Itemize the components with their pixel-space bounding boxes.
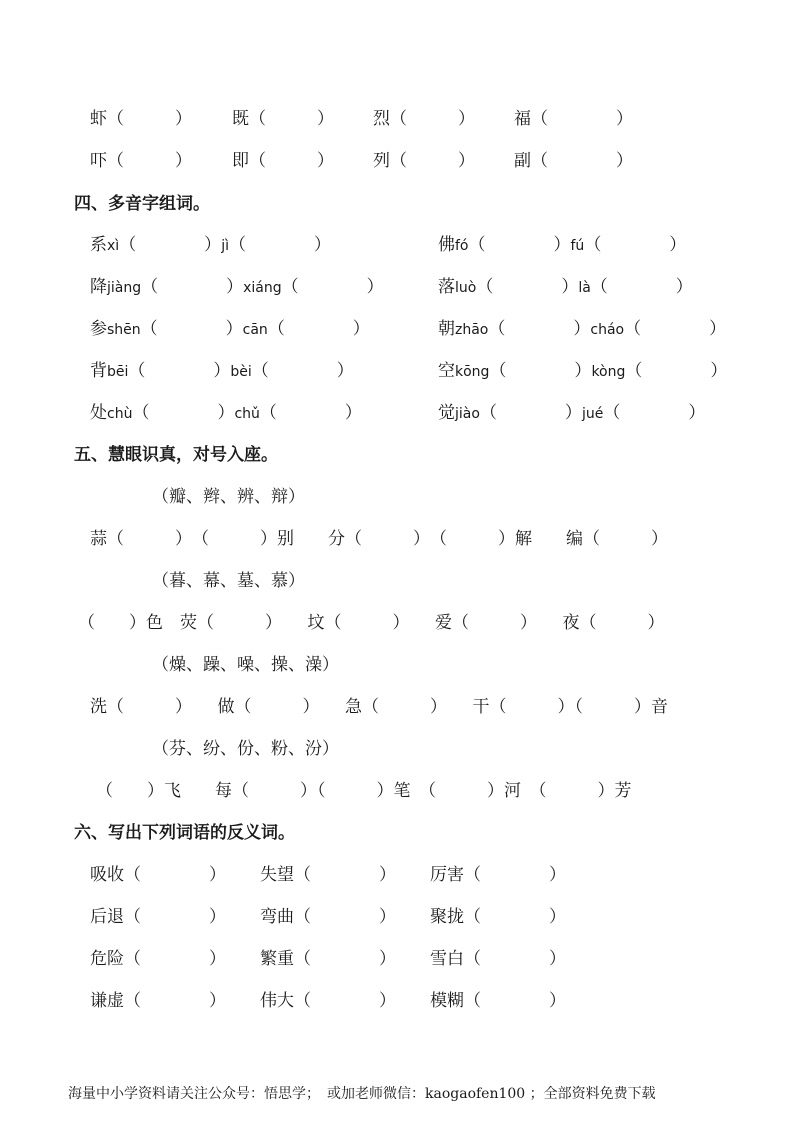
option-set: （燥、躁、噪、操、澡） xyxy=(152,655,339,675)
word-item: 烈（ ） xyxy=(373,109,475,129)
fill-line: 洗（ ） 做（ ） 急（ ） 干（ ）（ ）音 xyxy=(90,697,668,717)
pinyin: chǔ xyxy=(234,406,260,422)
answer-blank: （ ） xyxy=(489,361,592,381)
answer-blank: （ ） xyxy=(584,235,687,255)
polyphone-item xyxy=(90,234,331,257)
polyphone-char: 背 xyxy=(90,361,107,381)
polyphone-char: 空 xyxy=(438,361,455,381)
antonym-item: 失望（ ） xyxy=(260,865,396,885)
pinyin: jiào xyxy=(455,406,480,422)
word-item: 即（ ） xyxy=(232,151,334,171)
fill-line: （ ）色 荧（ ） 坟（ ） 爱（ ） 夜（ ） xyxy=(78,613,665,633)
polyphone-char: 参 xyxy=(90,319,107,339)
answer-blank: （ ） xyxy=(479,403,582,423)
answer-blank: （ ） xyxy=(468,235,571,255)
antonym-item: 后退（ ） xyxy=(90,907,226,927)
answer-blank: （ ） xyxy=(128,361,231,381)
word-item: 福（ ） xyxy=(514,109,633,129)
option-set: （瓣、辫、辨、辩） xyxy=(152,487,305,507)
polyphone-item xyxy=(438,234,686,257)
polyphone-char: 觉 xyxy=(438,403,455,423)
pinyin: luò xyxy=(455,280,477,296)
polyphone-char: 朝 xyxy=(438,319,455,339)
fill-line: （ ）飞 每（ ）（ ）笔 （ ）河 （ ）芳 xyxy=(96,781,632,801)
pinyin: fú xyxy=(570,238,585,254)
polyphone-item xyxy=(438,276,693,299)
antonym-item: 厉害（ ） xyxy=(430,865,566,885)
section-heading: 六、写出下列词语的反义词。 xyxy=(74,823,295,843)
option-set: （芬、纷、份、粉、汾） xyxy=(152,739,339,759)
answer-blank: （ ） xyxy=(624,319,727,339)
polyphone-item xyxy=(438,360,727,383)
answer-blank: （ ） xyxy=(141,277,244,297)
pinyin: fó xyxy=(455,238,469,254)
pinyin: jiàng xyxy=(107,280,142,296)
pinyin: bèi xyxy=(230,364,252,380)
polyphone-item xyxy=(90,276,384,299)
polyphone-char: 处 xyxy=(90,403,107,423)
polyphone-char: 落 xyxy=(438,277,455,297)
antonym-item: 弯曲（ ） xyxy=(260,907,396,927)
polyphone-item xyxy=(90,318,370,341)
antonym-item: 模糊（ ） xyxy=(430,991,566,1011)
pinyin: bēi xyxy=(107,364,129,380)
answer-blank: （ ） xyxy=(251,361,354,381)
answer-blank: （ ） xyxy=(488,319,591,339)
word-item: 虾（ ） xyxy=(90,109,192,129)
answer-blank: （ ） xyxy=(590,277,693,297)
antonym-item: 吸收（ ） xyxy=(90,865,226,885)
word-item: 副（ ） xyxy=(514,151,633,171)
antonym-item: 伟大（ ） xyxy=(260,991,396,1011)
antonym-item: 繁重（ ） xyxy=(260,949,396,969)
pinyin: xì xyxy=(107,238,120,254)
answer-blank: （ ） xyxy=(140,319,243,339)
answer-blank: （ ） xyxy=(259,403,362,423)
antonym-item: 危险（ ） xyxy=(90,949,226,969)
answer-blank: （ ） xyxy=(267,319,370,339)
word-item: 吓（ ） xyxy=(90,151,192,171)
pinyin: jué xyxy=(581,406,604,422)
polyphone-item xyxy=(90,360,354,383)
option-set: （暮、幕、墓、慕） xyxy=(152,571,305,591)
polyphone-item xyxy=(90,402,362,425)
section-heading: 四、多音字组词。 xyxy=(74,194,210,214)
section-heading: 五、慧眼识真，对号入座。 xyxy=(74,445,278,465)
footer-note: 海量中小学资料请关注公众号：悟思学； 或加老师微信：kaogaofen100 ；全部资料免费下载 xyxy=(68,1086,656,1102)
pinyin: shēn xyxy=(107,322,141,338)
pinyin: zhāo xyxy=(455,322,489,338)
polyphone-char: 降 xyxy=(90,277,107,297)
answer-blank: （ ） xyxy=(603,403,706,423)
answer-blank: （ ） xyxy=(281,277,384,297)
pinyin: chù xyxy=(107,406,133,422)
pinyin: kōng xyxy=(455,364,490,380)
answer-blank: （ ） xyxy=(132,403,235,423)
polyphone-char: 佛 xyxy=(438,235,455,255)
pinyin: cháo xyxy=(590,322,625,338)
pinyin: là xyxy=(578,280,591,296)
answer-blank: （ ） xyxy=(119,235,222,255)
fill-line: 蒜（ ） （ ）别 分（ ） （ ）解 编（ ） xyxy=(90,529,668,549)
pinyin: jì xyxy=(221,238,229,254)
antonym-item: 雪白（ ） xyxy=(430,949,566,969)
pinyin: cān xyxy=(242,322,268,338)
antonym-item: 谦虚（ ） xyxy=(90,991,226,1011)
answer-blank: （ ） xyxy=(625,361,728,381)
pinyin: xiáng xyxy=(243,280,282,296)
antonym-item: 聚拢（ ） xyxy=(430,907,566,927)
polyphone-item xyxy=(438,318,726,341)
polyphone-char: 系 xyxy=(90,235,107,255)
pinyin: kòng xyxy=(591,364,626,380)
answer-blank: （ ） xyxy=(228,235,331,255)
answer-blank: （ ） xyxy=(476,277,579,297)
word-item: 既（ ） xyxy=(232,109,334,129)
word-item: 列（ ） xyxy=(373,151,475,171)
polyphone-item xyxy=(438,402,705,425)
